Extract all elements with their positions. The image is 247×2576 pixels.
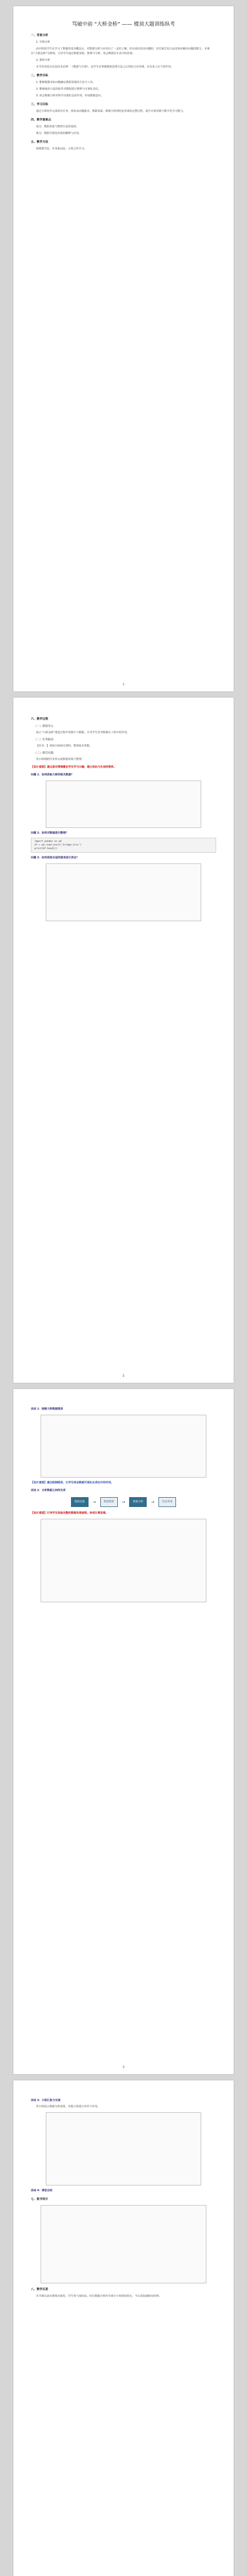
- process-step-text: 展示“大桥金桥”建设过程中的图片与数据，引导学生思考数据在工程中的作用。: [36, 731, 130, 734]
- document-page-2: [13, 698, 234, 1383]
- arrow-right-icon: →: [121, 1500, 126, 1504]
- activity-4: 活动 4：课堂总结: [31, 2189, 52, 2192]
- section-paragraph: 高中阶段学生在学习了数据的基本概念后，对数据分析与应用有了一定的了解，但在面对真实问题时，往往缺乏综合运用知识解决问题的能力。本课以“大桥金桥”为情境，引导学生通过数据采集、整理与分析，体会数据在生活中的价值。: [31, 47, 210, 55]
- design-note: 【设计意图】引导学生体验完整的数据处理流程，形成计算思维。: [31, 1512, 109, 1515]
- activity-3: 活动 3：小组汇报与交流: [31, 2099, 61, 2102]
- chart-image: [46, 863, 201, 921]
- question-1: 问题 1：如何获取大桥的相关数据？: [31, 773, 74, 776]
- document-page-4: [13, 2080, 234, 2576]
- section-paragraph: 重点：数据采集与整理方法的选择。: [36, 125, 79, 128]
- section-paragraph: 情境教学法、任务驱动法、小组合作学习。: [36, 147, 87, 150]
- page-1-content: [13, 33, 234, 151]
- section-paragraph: 1. 能够根据实际问题确定数据采集的方法与工具。: [36, 81, 96, 84]
- section-heading: 四、教学重难点: [31, 118, 51, 122]
- reflection-text: 本节课以真实情境为依托，学生参与度较高，但在数据分析环节部分小组用时较长，今后需加强时间管理。: [36, 2295, 162, 2298]
- code-line: import pandas as pd: [34, 840, 62, 843]
- page-number: 1: [122, 683, 125, 686]
- diagram-image: [41, 1415, 206, 1478]
- screenshot-image: [46, 781, 201, 828]
- photo-grid: [41, 1519, 206, 1602]
- process-step-text: 【任务一】查阅大桥相关资料，整理基本参数。: [36, 744, 92, 748]
- process-step-label: （一）情境导入: [34, 725, 54, 728]
- flow-step: 数据采集: [71, 1497, 89, 1507]
- section-heading: 一、背景分析: [31, 34, 48, 37]
- question-3: 问题 3：如何选择合适的图表进行表达？: [31, 856, 79, 859]
- process-step-label: （三）探究实践: [34, 752, 54, 755]
- section-paragraph: 2. 教材分析: [36, 59, 50, 62]
- section-heading: 五、教学方法: [31, 141, 48, 144]
- page-number: 3: [122, 2065, 125, 2069]
- code-block: [31, 838, 216, 853]
- mindmap-image: [41, 2205, 206, 2283]
- section-heading: 三、学习目标: [31, 103, 48, 106]
- section-heading: 六、教学过程: [31, 718, 48, 721]
- section-paragraph: 难点：数据可视化结果的解释与应用。: [36, 132, 82, 135]
- page-number: 2: [122, 1374, 125, 1378]
- arrow-right-icon: →: [92, 1500, 96, 1504]
- code-line: df = pd.read_excel('bridge.xlsx'): [34, 844, 82, 846]
- question-2: 问题 2：如何对数据进行整理？: [31, 832, 68, 835]
- page-title: 笃破中前 “大桥金桥” —— 楼顶大题训练纵考: [72, 22, 175, 27]
- flow-step: 结论形成: [158, 1497, 176, 1507]
- document-page-3: [13, 1389, 234, 2074]
- activity-2: 活动 2：分析数据之间的关系: [31, 1489, 66, 1492]
- activity-text: 各小组展示数据分析成果，其他小组进行评价与补充。: [36, 2105, 100, 2108]
- code-line: print(df.head()): [34, 848, 58, 850]
- section-paragraph: 本节内容选自信息技术必修一《数据与计算》，是学生在掌握数据处理方法之后的综合应用课，具有承上启下的作用。: [36, 65, 174, 69]
- process-step-text: 各小组根据任务单完成数据采集与整理。: [36, 758, 84, 761]
- document-page-1: [13, 6, 234, 691]
- activity-1: 活动 1：绘制大桥数据图表: [31, 1408, 63, 1411]
- summary-heading: 七、板书设计: [31, 2198, 48, 2201]
- design-note-blue: 【设计意图】通过绘制图表，让学生体会数据可视化在表达中的作用。: [31, 1481, 114, 1484]
- reflection-heading: 八、教学反思: [31, 2288, 48, 2291]
- flow-step: 数据整理: [100, 1497, 118, 1507]
- flow-step: 数据分析: [129, 1497, 147, 1507]
- section-paragraph: 3. 体会数据分析对科学决策的支持作用，形成数据意识。: [36, 94, 104, 97]
- process-step-label: （二）任务驱动: [34, 738, 54, 741]
- process-items: [31, 724, 216, 762]
- arrow-right-icon: →: [151, 1500, 155, 1504]
- section-heading: 二、教学目标: [31, 74, 48, 77]
- section-paragraph: 通过小组协作完成项目任务，体验从问题提出、数据采集、数据分析到结论形成的完整过程，提升计算思维与数字化学习能力。: [36, 110, 186, 113]
- section-paragraph: 1. 学情分析: [36, 41, 50, 44]
- section-paragraph: 2. 能够使用合适的软件对数据进行整理与可视化表达。: [36, 88, 101, 91]
- presentation-image: [46, 2112, 201, 2185]
- design-note: 【设计意图】通过真实情境激发学生学习兴趣，建立知识与生活的联系。: [31, 766, 117, 769]
- process-flow: [31, 1497, 216, 1507]
